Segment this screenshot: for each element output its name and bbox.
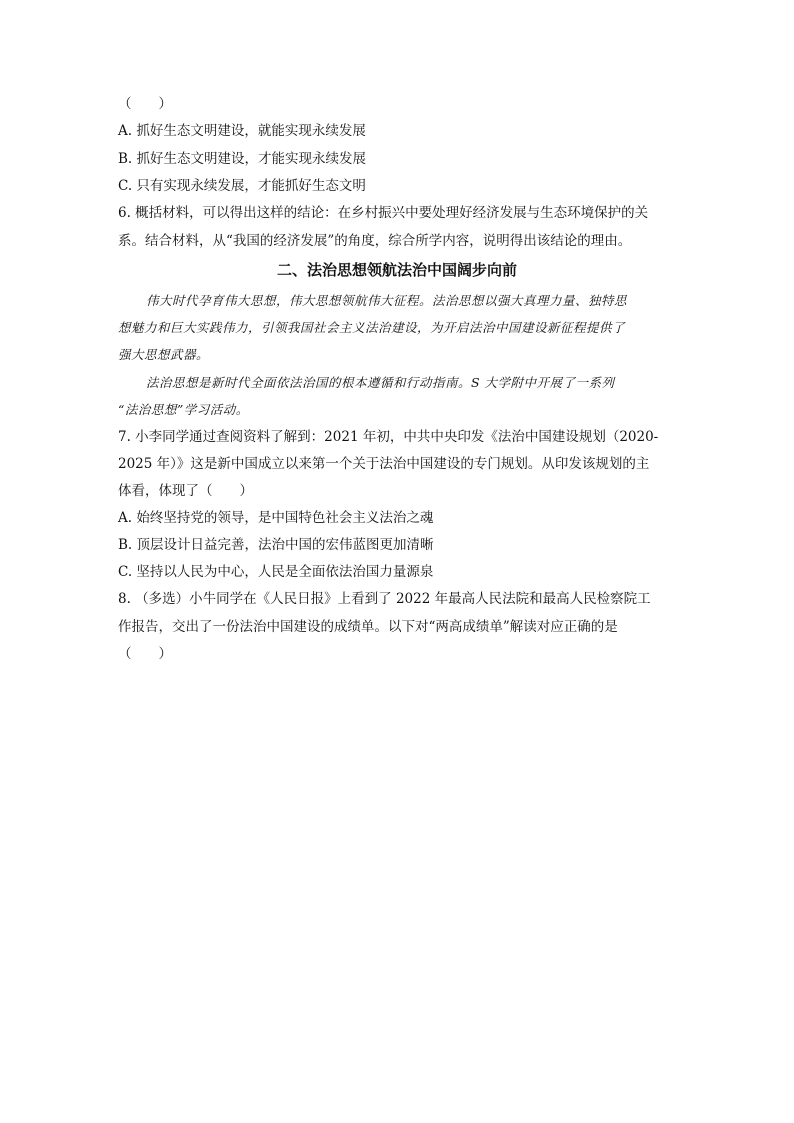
question-8-line-1: 8. （多选）小牛同学在《人民日报》上看到了 2022 年最高人民法院和最高人民检察院工	[118, 591, 651, 607]
q7-option-b: B. 顶层设计日益完善，法治中国的宏伟蓝图更加清晰	[118, 537, 434, 553]
answer-blank: （ ）	[118, 96, 172, 112]
option-b: B. 抓好生态文明建设，才能实现永续发展	[118, 151, 367, 167]
section-heading: 二、法治思想领航法治中国阔步向前	[276, 261, 517, 279]
question-6-line-2: 系。结合材料，从“我国的经济发展”的角度，综合所学内容，说明得出该结论的理由。	[118, 233, 632, 249]
intro-paragraph-line-4: 法治思想是新时代全面依法治国的根本遵循和行动指南。S 大学附中开展了一系列	[146, 375, 615, 390]
q7-option-c: C. 坚持以人民为中心，人民是全面依法治国力量源泉	[118, 564, 434, 580]
question-8-line-2: 作报告，交出了一份法治中国建设的成绩单。以下对“两高成绩单”解读对应正确的是	[118, 619, 618, 635]
question-7-line-3: 体看，体现了（ ）	[118, 483, 253, 499]
question-7-line-1: 7. 小李同学通过查阅资料了解到：2021 年初，中共中央印发《法治中国建设规划（2020-	[118, 429, 659, 445]
option-c: C. 只有实现永续发展，才能抓好生态文明	[118, 178, 366, 194]
question-6-line-1: 6. 概括材料，可以得出这样的结论：在乡村振兴中要处理好经济发展与生态环境保护的关	[118, 205, 649, 221]
option-a: A. 抓好生态文明建设，就能实现永续发展	[118, 123, 366, 139]
q7-option-a: A. 始终坚持党的领导，是中国特色社会主义法治之魂	[118, 510, 434, 526]
question-7-line-2: 2025 年）》这是新中国成立以来第一个关于法治中国建设的专门规划。从印发该规划的主	[118, 456, 650, 472]
intro-paragraph-line-1: 伟大时代孕育伟大思想，伟大思想领航伟大征程。法治思想以强大真理力量、独特思	[146, 293, 628, 308]
intro-paragraph-line-2: 想魅力和巨大实践伟力，引领我国社会主义法治建设，为开启法治中国建设新征程提供了	[118, 320, 626, 335]
question-8-line-3: （ ）	[118, 646, 172, 662]
intro-paragraph-line-5: “法治思想”学习活动。	[118, 402, 249, 417]
intro-paragraph-line-3: 强大思想武器。	[118, 347, 210, 362]
